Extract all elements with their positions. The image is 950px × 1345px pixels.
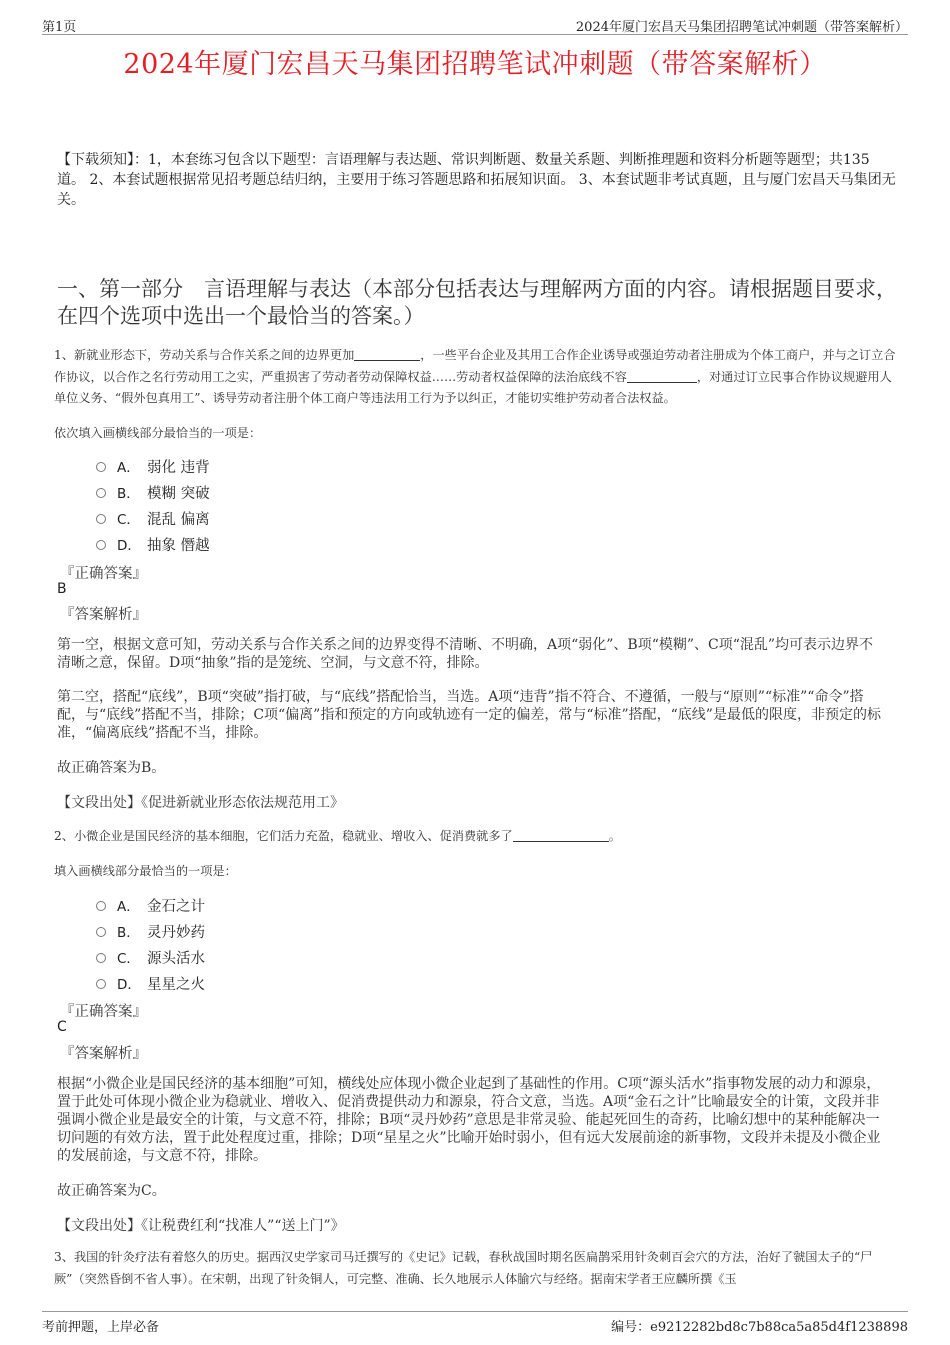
option-b[interactable]: B． 模糊 突破 — [96, 479, 210, 505]
document-id: 编号：e9212282bd8c7b88ca5a85d4f1238898 — [611, 1320, 908, 1335]
analysis-paragraph: 第二空，搭配“底线”，B项“突破”指打破，与“底线”搭配恰当，当选。A项“违背”指不符合、不遵循，一般与“原则”“标准”“命令”搭配，与“底线”搭配不当，排除；C项“偏离”指和预定的方向或轨迹有一定的偏差，常与“标准”搭配，“底线”是最低的限度，非预定的标准，“偏离底线”搭配不当，排除。 — [57, 689, 881, 741]
source-citation: 【文段出处】《促进新就业形态依法规范用工》 — [57, 795, 344, 811]
option-c[interactable]: C． 源头活水 — [96, 944, 205, 970]
option-b[interactable]: B． 灵丹妙药 — [96, 918, 205, 944]
option-d[interactable]: D． 星星之火 — [96, 970, 205, 996]
footer-slogan: 考前押题，上岸必备 — [42, 1320, 160, 1335]
option-a[interactable]: A． 金石之计 — [96, 892, 205, 918]
correct-answer: B — [57, 581, 67, 597]
analysis-paragraph: 根据“小微企业是国民经济的基本细胞”可知，横线处应体现小微企业起到了基础性的作用。C项“源头活水”指事物发展的动力和源泉，置于此处可体现小微企业为稳就业、增收入、促消费提供动力和源泉，符合文意，当选。A项“金石之计”比喻最安全的计策，文段并非强调小微企业是最安全的计策，与文意不符，排除；B项“灵丹妙药”意思是非常灵验、能起死回生的奇药，比喻幻想中的某种能解决一切问题的有效方法，置于此处程度过重，排除；D项“星星之火”比喻开始时弱小，但有远大发展前途的新事物，文段并未提及小微企业的发展前途，与文意不符，排除。 — [57, 1076, 881, 1164]
question-1-options — [96, 453, 210, 557]
option-c[interactable]: C． 混乱 偏离 — [96, 505, 210, 531]
question-2-prompt: 填入画横线部分最恰当的一项是： — [54, 864, 237, 878]
question-3-text: 3、我国的针灸疗法有着悠久的历史。据西汉史学家司马迁撰写的《史记》记载，春秋战国时期名医扁鹊采用针灸刺百会穴的方法，治好了虢国太子的“尸厥”（突然昏倒不省人事）。在宋朝，出现了针灸铜人，可完整、准确、长久地展示人体腧穴与经络。据南宋学者王应麟所撰《玉 — [54, 1250, 873, 1286]
radio-icon[interactable] — [96, 927, 106, 937]
option-a[interactable]: A． 弱化 违背 — [96, 453, 210, 479]
download-notice: 【下载须知】：1，本套练习包含以下题型：言语理解与表达题、常识判断题、数量关系题、判断推理题和资料分析题等题型；共135道。 2、本套试题根据常见招考题总结归纳，主要用于练习答题思路和拓展知识面。 3、本套试题非考试真题，且与厦门宏昌天马集团无关。 — [57, 152, 896, 208]
blank — [513, 828, 609, 842]
page-header — [42, 12, 908, 35]
analysis-conclusion: 故正确答案为B。 — [57, 760, 166, 776]
radio-icon[interactable] — [96, 953, 106, 963]
radio-icon[interactable] — [96, 462, 106, 472]
correct-answer: C — [57, 1019, 67, 1035]
analysis-label: 『答案解析』 — [60, 1046, 147, 1062]
page-number: 第1页 — [42, 20, 77, 35]
section-title: 一、第一部分 言语理解与表达（本部分包括表达与理解两方面的内容。请根据题目要求，在四个选项中选出一个最恰当的答案。） — [57, 277, 897, 328]
analysis-paragraph: 第一空，根据文意可知，劳动关系与合作关系之间的边界变得不清晰、不明确，A项“弱化”、B项“模糊”、C项“混乱”均可表示边界不清晰之意，保留。D项“抽象”指的是笼统、空洞，与文意不符，排除。 — [57, 637, 874, 671]
radio-icon[interactable] — [96, 488, 106, 498]
question-1-prompt: 依次填入画横线部分最恰当的一项是： — [54, 426, 262, 440]
radio-icon[interactable] — [96, 979, 106, 989]
source-citation: 【文段出处】《让税费红利“找准人”“送上门”》 — [57, 1218, 345, 1234]
radio-icon[interactable] — [96, 514, 106, 524]
question-2-text: 2、小微企业是国民经济的基本细胞，它们活力充盈，稳就业、增收入、促消费就多了 。 — [54, 829, 621, 843]
question-2-options — [96, 892, 205, 996]
page-footer — [42, 1311, 908, 1335]
blank-2 — [627, 369, 697, 383]
header-title: 2024年厦门宏昌天马集团招聘笔试冲刺题（带答案解析） — [575, 20, 908, 35]
blank-1 — [354, 347, 420, 361]
page-title: 2024年厦门宏昌天马集团招聘笔试冲刺题（带答案解析） — [123, 49, 827, 80]
correct-answer-label: 『正确答案』 — [60, 566, 147, 582]
analysis-conclusion: 故正确答案为C。 — [57, 1183, 166, 1199]
radio-icon[interactable] — [96, 901, 106, 911]
question-1-text: 1、新就业形态下，劳动关系与合作关系之间的边界更加 ，一些平台企业及其用工合作企业诱导或强迫劳动者注册成为个体工商户，并与之订立合作协议，以合作之名行劳动用工之实，严重损害了劳动者劳动保障权益……劳动者权益保障的法治底线不容 ，对通过订立民事合作协议规避用人单位义务、“假外包真用工”、诱导劳动者注册个体工商户等违法用工行为予以纠正，才能切实维护劳动者合法权益。 — [54, 348, 896, 405]
analysis-label: 『答案解析』 — [60, 607, 147, 623]
radio-icon[interactable] — [96, 540, 106, 550]
correct-answer-label: 『正确答案』 — [60, 1004, 147, 1020]
option-d[interactable]: D． 抽象 僭越 — [96, 531, 210, 557]
